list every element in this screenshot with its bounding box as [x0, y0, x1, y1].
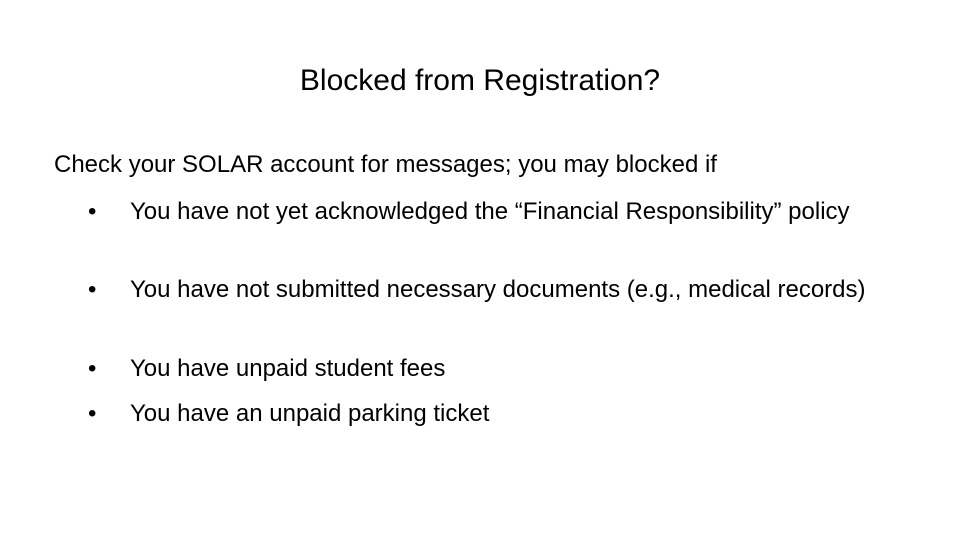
- intro-text: Check your SOLAR account for messages; you may blocked if: [54, 151, 717, 178]
- bullet-item: [88, 195, 888, 229]
- bullet-text: You have not yet acknowledged the “Financial Responsibility” policy: [130, 198, 850, 225]
- slide-title: Blocked from Registration?: [299, 64, 661, 97]
- bullet-text: You have an unpaid parking ticket: [130, 400, 490, 427]
- bullet-dot: •: [88, 400, 97, 427]
- bullet-text: You have not submitted necessary documents (e.g., medical records): [130, 276, 866, 303]
- bullet-item: [88, 352, 888, 386]
- bullet-dot: •: [88, 198, 97, 225]
- bullet-item: [88, 397, 888, 431]
- bullet-dot: •: [88, 276, 97, 303]
- bullet-text: You have unpaid student fees: [130, 355, 446, 382]
- bullet-item: [88, 273, 888, 307]
- bullet-dot: •: [88, 355, 97, 382]
